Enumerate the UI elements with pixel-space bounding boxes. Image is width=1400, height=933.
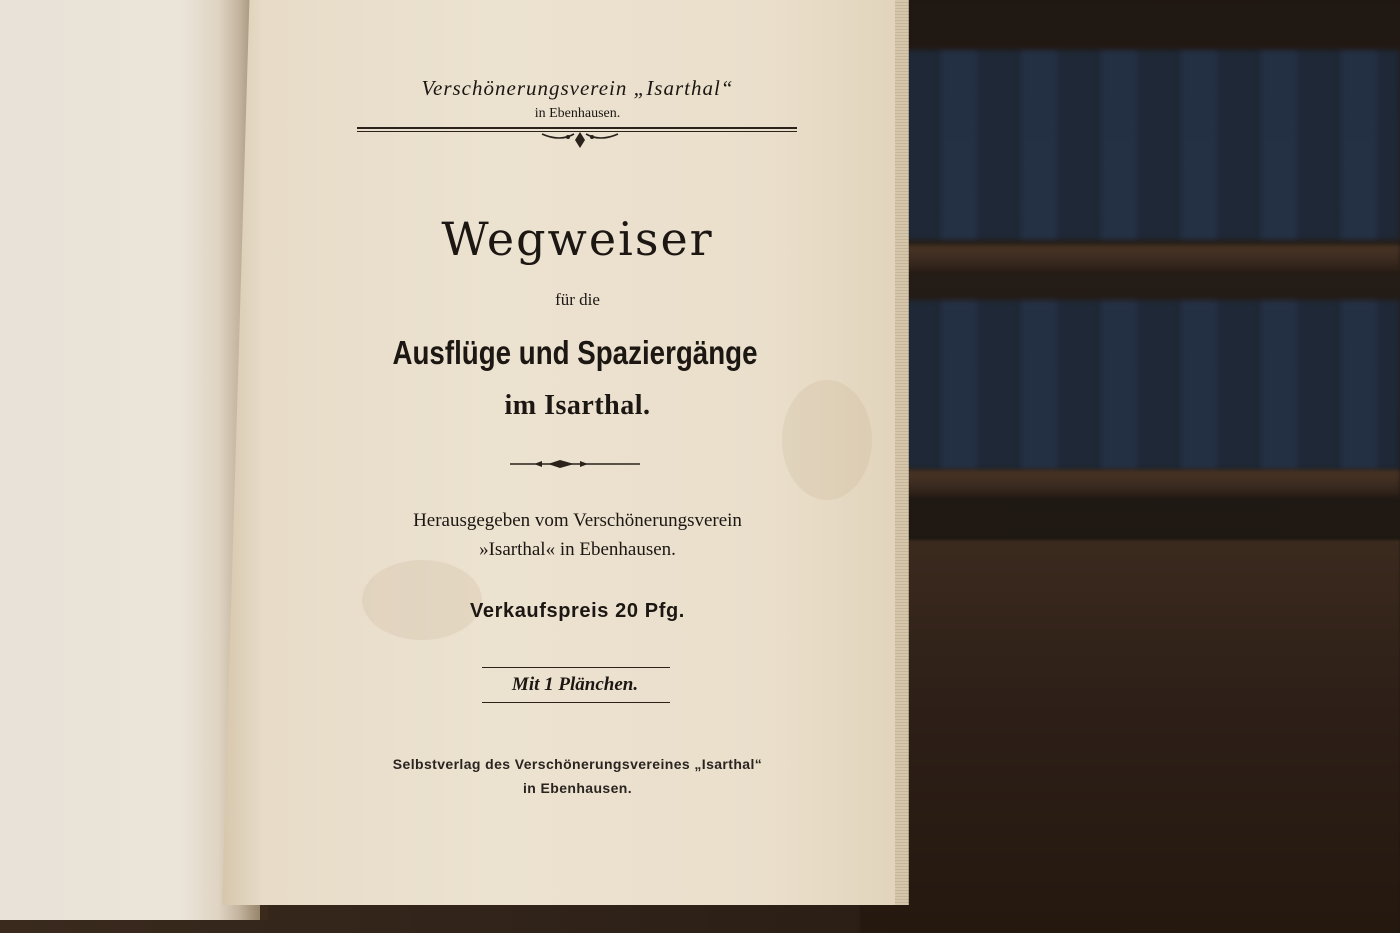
- sale-price: Verkaufspreis 20 Pfg.: [470, 600, 685, 622]
- ornament-icon: [540, 128, 620, 154]
- publisher-line-2: »Isarthal« in Ebenhausen.: [479, 539, 676, 560]
- map-note: Mit 1 Plänchen.: [511, 674, 639, 695]
- subtitle-line-1: Ausflüge und Spaziergänge: [392, 334, 758, 371]
- society-name: Verschönerungsverein „Isarthal“: [421, 76, 734, 100]
- map-note-rule-top: [482, 667, 670, 668]
- imprint-line-1: Selbstverlag des Verschönerungsvereines „Isarthal“: [392, 756, 763, 772]
- background-bookshelf: [880, 0, 1400, 560]
- shelf-board-lower: [880, 470, 1400, 496]
- background-books-upper: [900, 50, 1400, 240]
- publisher-line-1: Herausgegeben vom Verschönerungsverein: [413, 510, 742, 531]
- wooden-table: [860, 540, 1400, 933]
- page-title: Wegweiser: [441, 212, 714, 266]
- imprint-line-2: in Ebenhausen.: [522, 780, 633, 796]
- title-preposition: für die: [555, 290, 600, 309]
- map-note-rule-bottom: [482, 702, 670, 703]
- subtitle-line-2: im Isarthal.: [504, 390, 651, 421]
- society-location: in Ebenhausen.: [534, 106, 621, 121]
- page-edges: [895, 0, 909, 905]
- background-books-lower: [900, 300, 1400, 470]
- divider-ornament-icon: [480, 452, 650, 476]
- shelf-board-upper: [880, 245, 1400, 271]
